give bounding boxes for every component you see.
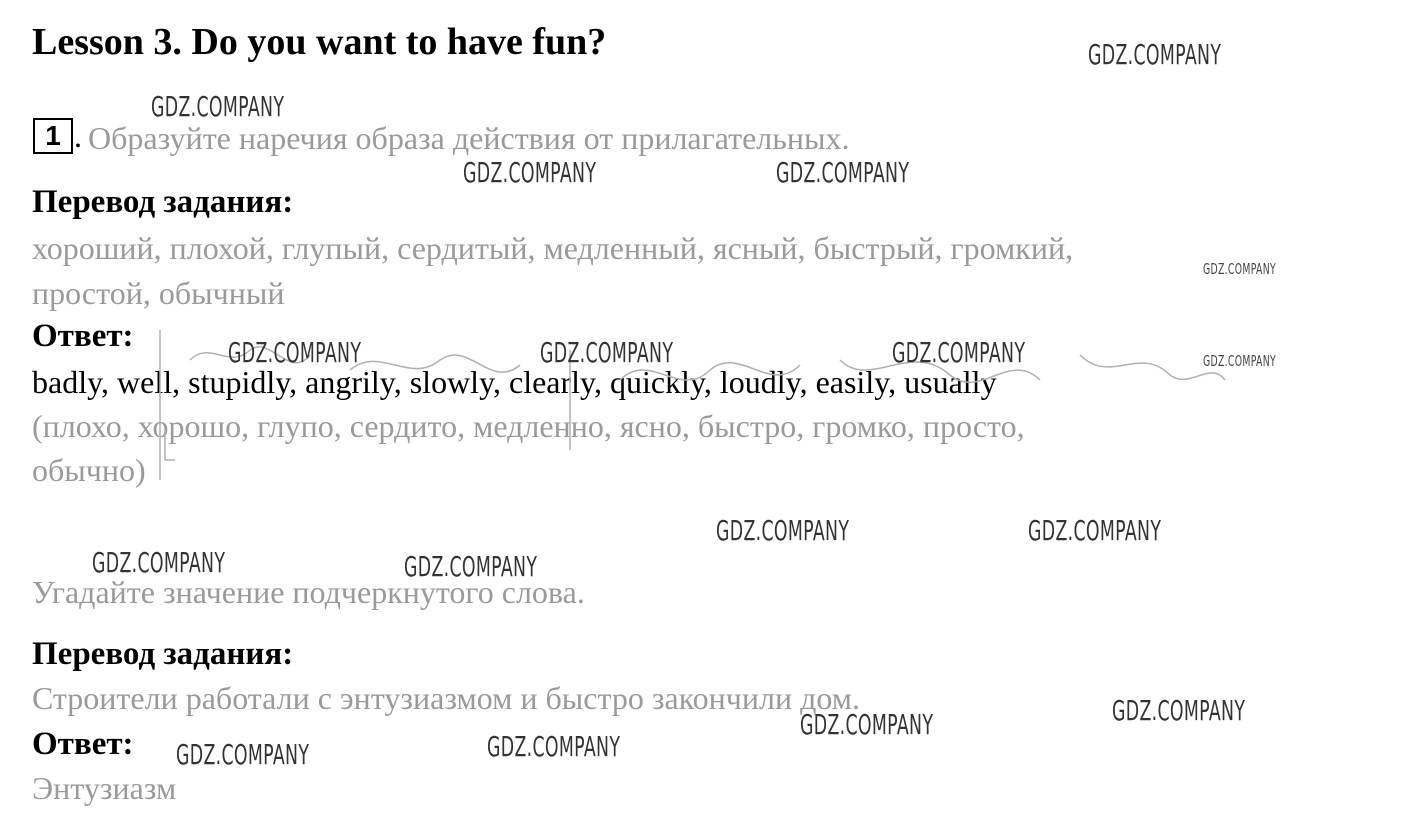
watermark: GDZ.COMPANY xyxy=(540,336,674,369)
task1-instruction: Образуйте наречия образа действия от прилагательных. xyxy=(88,120,850,156)
task1-translation-line1: хороший, плохой, глупый, сердитый, медленный, ясный, быстрый, громкий, xyxy=(32,230,1074,266)
task-number-box: 1 xyxy=(33,118,73,154)
task1-answer-russian-line2: обычно) xyxy=(32,452,146,488)
task1-answer-english: badly, well, stupidly, angrily, slowly, clearly, quickly, loudly, easily, usually xyxy=(32,364,997,400)
watermark: GDZ.COMPANY xyxy=(1203,260,1276,278)
watermark: GDZ.COMPANY xyxy=(228,336,362,369)
watermark: GDZ.COMPANY xyxy=(92,546,226,579)
watermark: GDZ.COMPANY xyxy=(1028,514,1162,547)
task2-instruction: Угадайте значение подчеркнутого слова. xyxy=(32,574,585,610)
watermark: GDZ.COMPANY xyxy=(1088,38,1222,71)
task2-translation-heading: Перевод задания: xyxy=(32,636,294,672)
watermark: GDZ.COMPANY xyxy=(1112,694,1246,727)
page-title: Lesson 3. Do you want to have fun? xyxy=(32,21,607,63)
task1-translation-line2: простой, обычный xyxy=(32,275,285,311)
task2-answer-heading: Ответ: xyxy=(32,726,134,762)
watermark: GDZ.COMPANY xyxy=(463,156,597,189)
watermark: GDZ.COMPANY xyxy=(404,550,538,583)
task1-answer-heading: Ответ: xyxy=(32,318,134,354)
watermark: GDZ.COMPANY xyxy=(776,156,910,189)
task1-answer-russian-line1: (плохо, хорошо, глупо, сердито, медленно, ясно, быстро, громко, просто, xyxy=(32,408,1025,444)
task2-answer-text: Энтузиазм xyxy=(32,770,177,806)
watermark: GDZ.COMPANY xyxy=(1203,352,1276,370)
watermark: GDZ.COMPANY xyxy=(800,708,934,741)
task2-translation-line: Строители работали с энтузиазмом и быстро закончили дом. xyxy=(32,680,860,716)
watermark: GDZ.COMPANY xyxy=(176,738,310,771)
watermark: GDZ.COMPANY xyxy=(487,730,621,763)
watermark: GDZ.COMPANY xyxy=(716,514,850,547)
watermark: GDZ.COMPANY xyxy=(151,90,285,123)
task-number-dot: . xyxy=(74,118,82,154)
task1-translation-heading: Перевод задания: xyxy=(32,184,294,220)
watermark: GDZ.COMPANY xyxy=(892,336,1026,369)
